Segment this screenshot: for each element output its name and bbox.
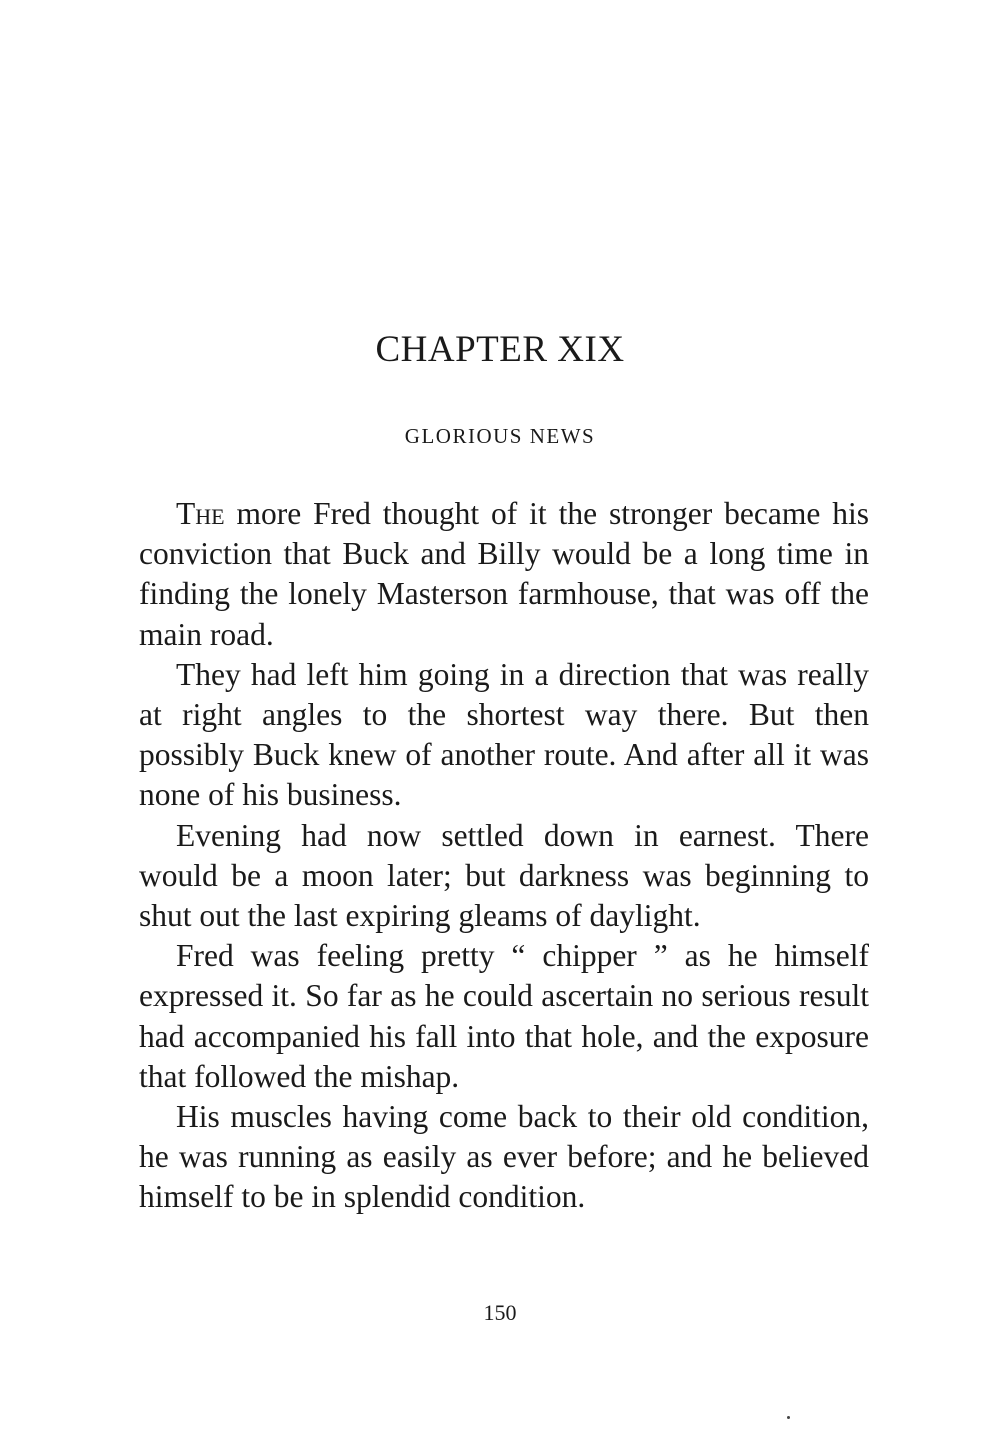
page-number: 150 bbox=[483, 1300, 517, 1325]
paragraph-5 bbox=[139, 1097, 869, 1218]
paragraph-text: His muscles having come back to their old condition, he was running as easily as ever before; and he believed himself to be in splendid condition. bbox=[139, 1099, 869, 1215]
print-speck bbox=[787, 1416, 790, 1419]
paragraph-1 bbox=[139, 494, 869, 655]
chapter-title: CHAPTER XIX bbox=[375, 329, 625, 370]
chapter-subtitle: GLORIOUS NEWS bbox=[404, 424, 596, 448]
paragraph-text: Fred was feeling pretty “ chipper ” as he himself expressed it. So far as he could ascertain no serious result had accompanied his fall into that hole, and the exposure that followed the mishap. bbox=[139, 938, 869, 1094]
paragraph-2 bbox=[139, 655, 869, 816]
paragraph-text: Evening had now settled down in earnest. There would be a moon later; but darkness was beginning to shut out the last expiring gleams of daylight. bbox=[139, 817, 869, 934]
paragraph-3 bbox=[139, 816, 869, 937]
drop-lead-word: The bbox=[176, 496, 225, 531]
body-text bbox=[139, 494, 869, 1218]
paragraph-text: more Fred thought of it the stronger became his conviction that Buck and Billy would be a long time in finding the lonely Masterson farmhouse, that was off the main road. bbox=[139, 496, 869, 652]
paragraph-4 bbox=[139, 936, 869, 1097]
paragraph-text: They had left him going in a direction that was really at right angles to the shortest way there. But then possibly Buck knew of another route. And after all it was none of his business. bbox=[139, 656, 869, 813]
